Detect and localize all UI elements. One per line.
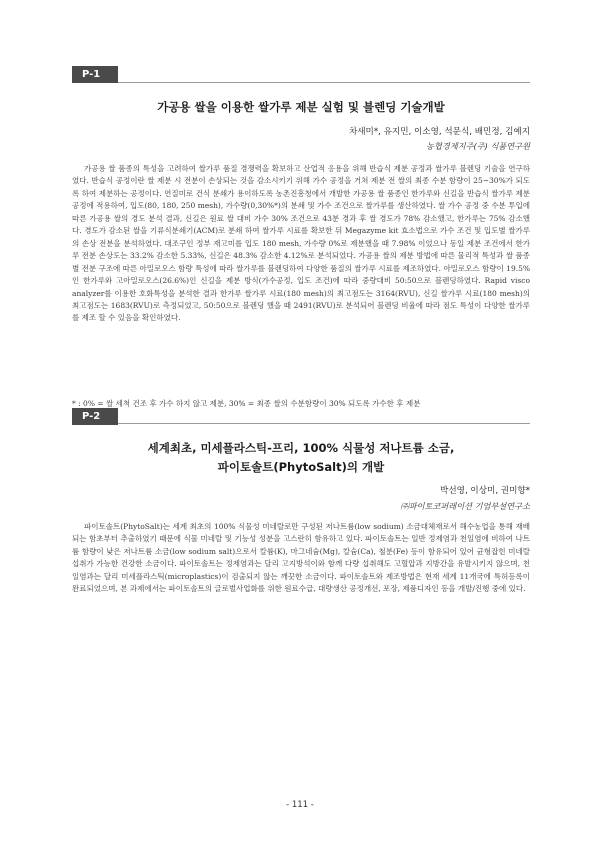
abstract-footnote-p1: * : 0% = 쌀 세척 건조 후 가수 하지 않고 제분, 30% = 최종 쌀의 수분함량이 30% 되도록 가수한 후 제분	[72, 399, 421, 408]
affiliation-p1: 농협경제지주(주) 식품연구원	[426, 141, 530, 151]
section-badge-p1: P-1	[72, 66, 118, 83]
abstract-title-p2-line2: 파이토솔트(PhytoSalt)의 개발	[217, 460, 385, 474]
authors-p2: 박선영, 이상미, 권미향*	[440, 486, 530, 496]
abstract-title-p2-line1: 세계최초, 미세플라스틱-프리, 100% 식물성 저나트륨 소금,	[147, 441, 455, 455]
abstract-body-p2: 파이토솔트(PhytoSalt)는 세계 최초의 100% 식물성 미네랄로만 구성된 저나트륨(low sodium) 소금대체재로서 해수농업을 통해 재배되는 함초부터 추출하였기 때문에 식물 미네랄 및 기능성 성분을 고스란히 함유하고 있다. 파이토솔트는 일반 정제염과 천일염에 비하여 나트륨 함량이 낮은 저나트륨 소금(low sodium salt)으로서 칼륨(K), 마그네슘(Mg), 칼슘(Ca), 철분(Fe) 등이 함유되어 있어 균형잡힌 미네랄 섭취가 가능한 건강한 소금이다. 파이토솔트는 정제염과는 달리 고지방석이와 함께 다량 섭취해도 고혈압과 지방간을 유발시키지 않으며, 천일염과는 달리 미세플라스틱(microplastics)이 검출되지 않는 깨끗한 소금이다. 파이토솔트와 제조방법은 현재 세계 11개국에 특허등록이 완료되었으며, 본 과제에서는 파이토솔트의 글로벌사업화를 위한 원료수급, 대량생산 공정개선, 포장, 제품디자인 등을 개발/진행 중에 있다.	[72, 522, 530, 594]
authors-p1: 차새미*, 유지민, 이소영, 석문식, 배민정, 김예지	[348, 127, 530, 137]
affiliation-p2: ㈜파이토코퍼레이션 기업부설연구소	[400, 501, 530, 511]
abstract-body-p1: 가공용 쌀 품종의 특성을 고려하여 쌀가루 품질 경쟁력을 확보하고 산업적 응용을 위해 반습식 제분 공정과 쌀가루 블렌딩 기술을 연구하였다. 반습식 공정이란 쌀 제분 시 전분이 손상되는 것을 감소시키기 위해 가수 공정을 거쳐 제분 전 쌀의 최종 수분 함량이 25~30%가 되도록 하여 제분하는 공정이다. 연질미로 건식 분쇄가 용이하도록 농촌진흥청에서 개발한 가공용 쌀 품종인 한가루와 신길을 반습식 쌀가루 제분 공정에 적용하여, 입도(80, 180, 250 mesh), 가수량(0,30%*)의 분쇄 및 가수 조건으로 쌀가루를 생산하였다. 쌀 가수 공정 중 수분 투입에 따른 가공용 쌀의 경도 분석 결과, 신길은 원료 쌀 대비 가수 30% 조건으로 43분 경과 후 쌀 경도가 78% 감소했고, 한가루는 75% 감소했다. 경도가 감소된 쌀을 기류식분쇄기(ACM)로 분쇄 하여 쌀가루 시료를 확보한 뒤 Megazyme kit 효소법으로 가수 조건 및 입도별 쌀가루의 손상 전분을 분석하였다. 대조구인 정부 재고미를 입도 180 mesh, 가수량 0%로 제분했을 때 7.98% 이었으나 동일 제분 조건에서 한가루 전분 손상도는 33.2% 감소한 5.33%, 신길은 48.3% 감소한 4.12%로 분석되었다. 가공용 쌀의 제분 방법에 따른 물리적 특성과 쌀 품종별 전분 구조에 따른 아밀로오스 함량 특성에 따라 쌀가루를 블렌딩하여 다양한 품질의 쌀가루 시료를 제조하였다. 아밀로오스 함량이 19.5%인 한가루와 고아밀로오스(26.6%)인 신길을 제분 방식(가수공정, 입도 조건)에 따라 중량대비 50:50으로 블렌딩하였다. Rapid visco analyzer를 이용한 호화특성을 분석한 결과 한가루 쌀가루 시료(180 mesh)의 최고점도는 3164(RVU), 신길 쌀가루 시료(180 mesh)의 최고점도는 1683(RVU)로 측정되었고, 50:50으로 블렌딩 했을 때 2491(RVU)로 분석되어 블렌딩 비율에 따라 점도 특성이 다양한 쌀가루를 제조 할 수 있음을 확인하였다.	[72, 164, 530, 323]
page-number: - 111 -	[286, 800, 314, 810]
section-divider	[72, 82, 530, 83]
section-badge-p2: P-2	[72, 408, 118, 425]
section-divider	[72, 423, 530, 424]
abstract-title-p1: 가공용 쌀을 이용한 쌀가루 제분 실험 및 블렌딩 기술개발	[157, 100, 445, 114]
